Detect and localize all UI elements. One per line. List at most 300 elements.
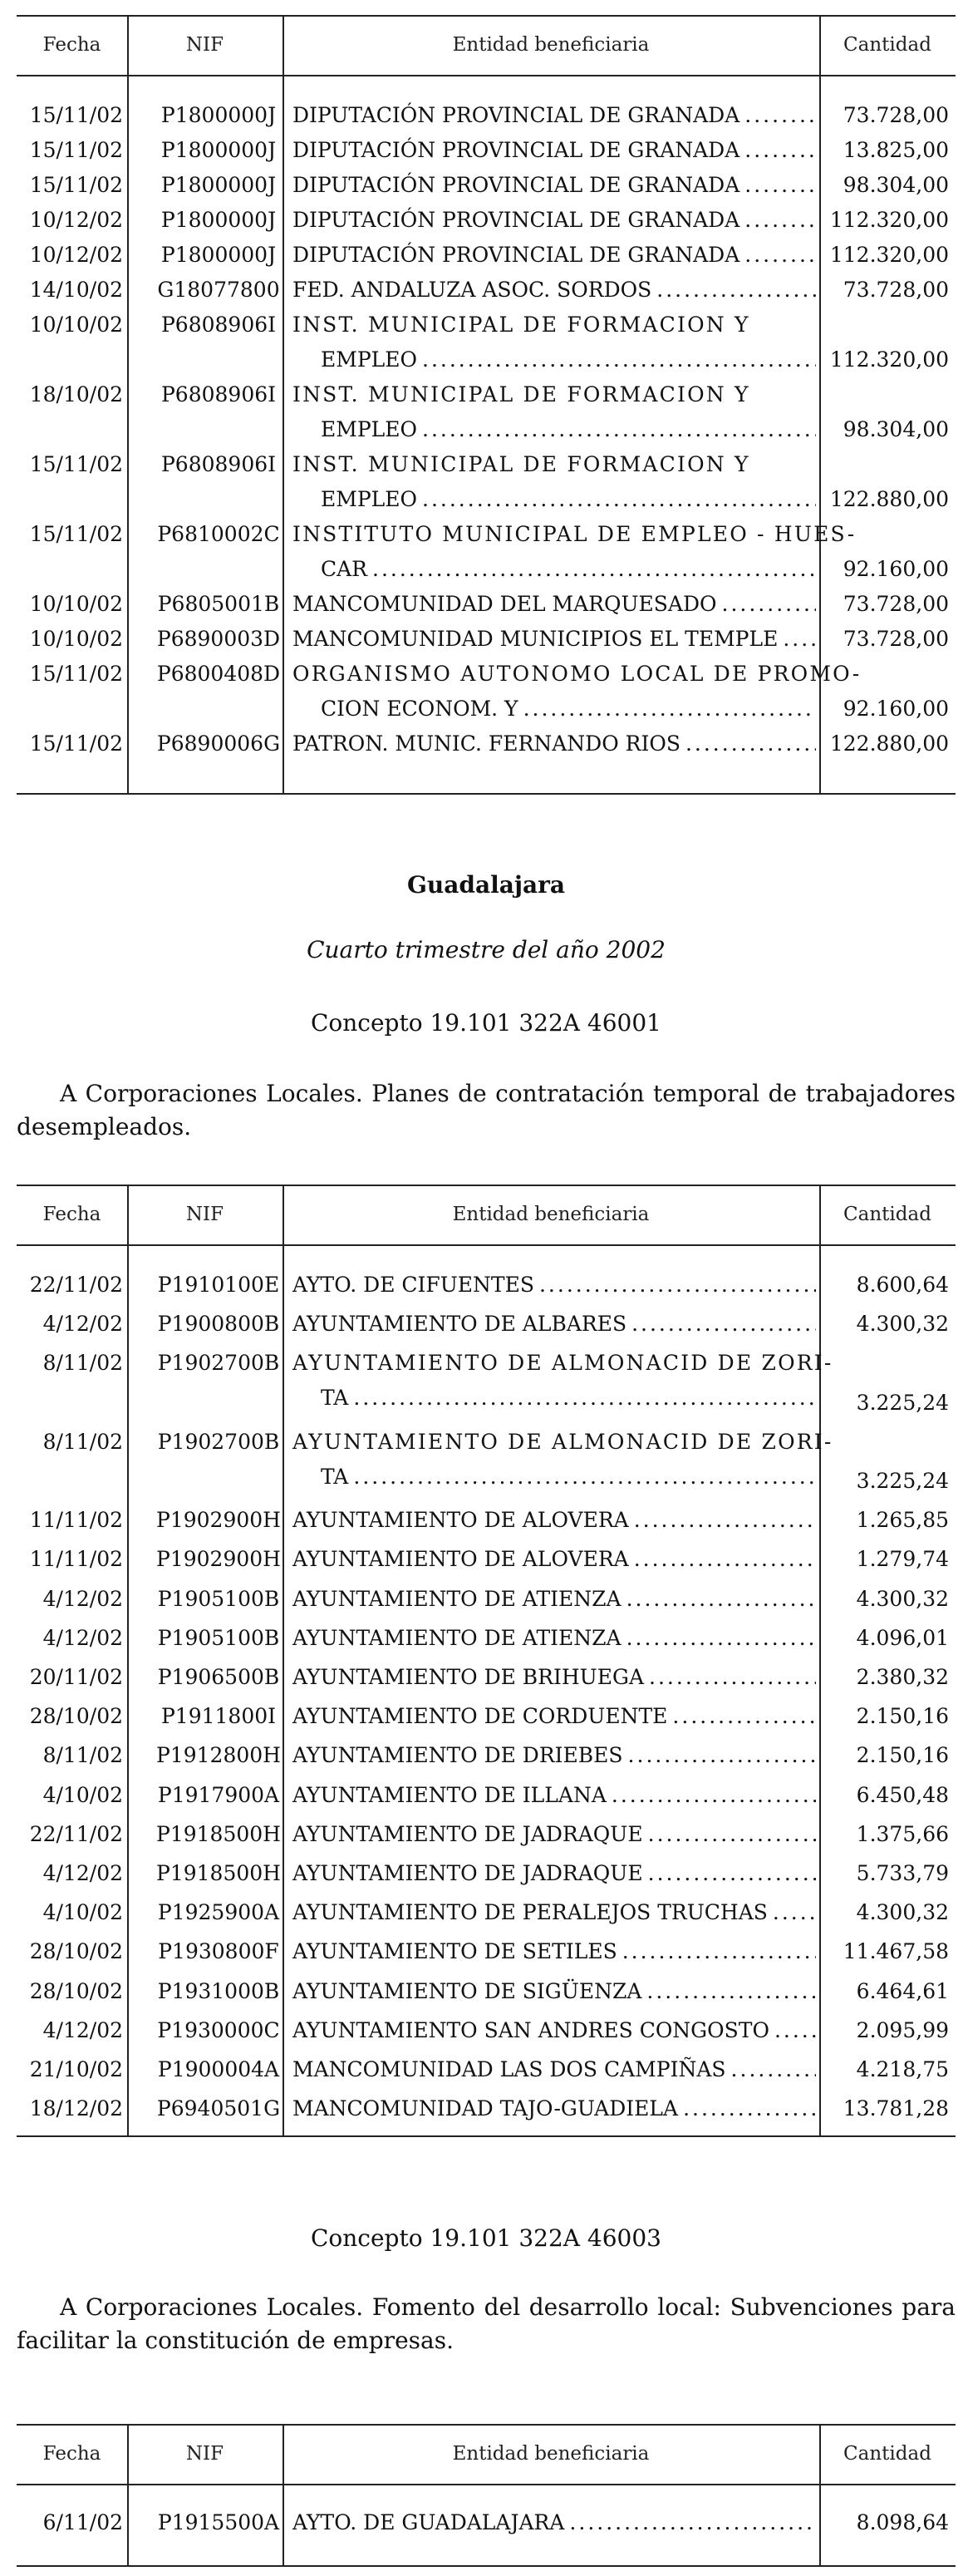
cell-fecha: 18/10/02	[29, 382, 123, 406]
header-cantidad: Cantidad	[843, 34, 931, 56]
cell-entidad	[292, 2013, 816, 2048]
entidad-line	[292, 412, 816, 447]
entidad-text: INST. MUNICIPAL DE FORMACION Y	[292, 452, 750, 476]
cell-nif: P1917900A	[157, 1782, 280, 1807]
cell-fecha: 28/10/02	[29, 1939, 123, 1964]
header-entidad: Entidad beneficiaria	[452, 34, 650, 56]
dot-leader	[353, 1381, 816, 1416]
cell-cantidad: 8.600,64	[856, 1273, 949, 1297]
cell-nif: P1918500H	[156, 1821, 281, 1846]
table-row	[17, 168, 956, 203]
entidad-line	[292, 1895, 816, 1930]
header-cantidad: Cantidad	[843, 2443, 931, 2465]
cell-fecha: 10/10/02	[29, 627, 123, 651]
cell-nif: P1910100E	[157, 1273, 280, 1297]
table-bottom-rule	[17, 793, 956, 795]
cell-cantidad: 98.304,00	[843, 417, 949, 441]
entidad-text: TA	[321, 1386, 349, 1411]
cell-fecha: 4/12/02	[42, 1312, 123, 1337]
dot-leader	[649, 1660, 816, 1695]
cell-fecha: 22/11/02	[29, 1273, 123, 1297]
header-nif: NIF	[185, 1204, 224, 1225]
cell-entidad	[292, 1307, 816, 1342]
cell-nif: P1905100B	[157, 1586, 280, 1611]
cell-entidad	[292, 1621, 816, 1656]
cell-nif: P6890003D	[156, 627, 281, 651]
cell-fecha: 4/10/02	[42, 1900, 123, 1925]
dot-leader	[634, 1542, 816, 1577]
cell-entidad	[292, 203, 816, 238]
cell-nif: P1930000C	[157, 2017, 280, 2042]
cell-nif: P6808906I	[160, 382, 277, 406]
table-row	[17, 133, 956, 168]
cell-cantidad: 98.304,00	[843, 173, 949, 197]
dot-leader	[731, 2052, 816, 2087]
cell-fecha: 10/12/02	[29, 243, 123, 267]
cell-cantidad: 8.098,64	[856, 2510, 949, 2534]
cell-fecha: 11/11/02	[29, 1547, 123, 1572]
entidad-line	[292, 1268, 816, 1303]
entidad-line	[292, 482, 816, 517]
table-bottom-rule	[17, 2565, 956, 2567]
cell-nif: P1902700B	[157, 1429, 280, 1454]
entidad-line	[292, 622, 816, 657]
entidad-line	[292, 1856, 816, 1891]
header-nif: NIF	[185, 34, 224, 56]
entidad-line	[292, 1778, 816, 1813]
cell-entidad	[292, 98, 816, 133]
entidad-line	[292, 168, 816, 203]
cell-fecha: 4/12/02	[42, 2017, 123, 2042]
entidad-text: EMPLEO	[321, 417, 418, 441]
cell-nif: P6805001B	[157, 592, 280, 616]
table-row	[17, 2505, 956, 2544]
cell-cantidad: 73.728,00	[843, 627, 949, 651]
entidad-line	[292, 1582, 816, 1617]
table-row	[17, 1346, 956, 1424]
entidad-text: AYUNTAMIENTO SAN ANDRES CONGOSTO	[292, 2017, 769, 2042]
cell-nif: P1800000J	[160, 208, 277, 232]
cell-cantidad: 73.728,00	[843, 592, 949, 616]
header-fecha: Fecha	[42, 1204, 101, 1225]
entidad-line	[292, 1699, 816, 1734]
entidad-line	[292, 2052, 816, 2087]
cell-nif: P1800000J	[160, 138, 277, 162]
cell-entidad	[292, 133, 816, 168]
dot-leader	[622, 1934, 816, 1969]
cell-cantidad: 1.265,85	[856, 1508, 949, 1533]
cell-cantidad: 11.467,58	[843, 1939, 949, 1964]
cell-entidad	[292, 657, 862, 727]
table-row	[17, 1660, 956, 1699]
cell-entidad	[292, 1934, 816, 1969]
entidad-text: ORGANISMO AUTONOMO LOCAL DE PROMO-	[292, 662, 862, 686]
entidad-text: MANCOMUNIDAD TAJO-GUADIELA	[292, 2096, 679, 2121]
entidad-line	[292, 727, 816, 761]
entidad-text: AYUNTAMIENTO DE JADRAQUE	[292, 1821, 643, 1846]
cell-cantidad: 3.225,24	[856, 1390, 949, 1415]
cell-entidad	[292, 1503, 816, 1538]
table-row	[17, 203, 956, 238]
entidad-line	[292, 1974, 816, 2009]
dot-leader	[722, 587, 816, 622]
dot-leader	[783, 622, 816, 657]
dot-leader	[372, 552, 816, 587]
entidad-line	[292, 2091, 816, 2126]
cell-cantidad: 92.160,00	[843, 697, 949, 721]
entidad-text: CION ECONOM. Y	[321, 697, 518, 721]
cell-entidad	[292, 308, 816, 377]
dot-leader	[648, 1856, 816, 1891]
cell-nif: P6800408D	[156, 662, 281, 686]
entidad-text: MANCOMUNIDAD DEL MARQUESADO	[292, 592, 717, 616]
cell-fecha: 15/11/02	[29, 138, 123, 162]
entidad-line	[292, 273, 816, 308]
entidad-text: AYUNTAMIENTO DE JADRAQUE	[292, 1861, 643, 1885]
cell-nif: P1931000B	[157, 1978, 280, 2003]
dot-leader	[626, 1621, 816, 1656]
dot-leader	[626, 1582, 816, 1617]
table-row	[17, 1934, 956, 1973]
cell-cantidad: 6.450,48	[856, 1782, 949, 1807]
cell-cantidad: 2.380,32	[856, 1665, 949, 1689]
dot-leader	[353, 1460, 816, 1495]
table-row	[17, 1778, 956, 1817]
entidad-text: MANCOMUNIDAD MUNICIPIOS EL TEMPLE	[292, 627, 779, 651]
cell-entidad	[292, 2052, 816, 2087]
cell-cantidad: 6.464,61	[856, 1978, 949, 2003]
entidad-text: AYUNTAMIENTO DE ATIENZA	[292, 1586, 622, 1611]
cell-cantidad: 2.150,16	[856, 1704, 949, 1729]
entidad-line	[292, 1425, 833, 1460]
table-row	[17, 1895, 956, 1934]
entidad-text: DIPUTACIÓN PROVINCIAL DE GRANADA	[292, 208, 740, 232]
cell-fecha: 18/12/02	[29, 2096, 123, 2121]
entidad-line	[292, 1934, 816, 1969]
entidad-text: AYUNTAMIENTO DE DRIEBES	[292, 1743, 623, 1768]
cell-entidad	[292, 1268, 816, 1303]
cell-entidad	[292, 238, 816, 273]
dot-leader	[631, 1307, 816, 1342]
entidad-line	[292, 308, 816, 342]
cell-nif: P1800000J	[160, 103, 277, 127]
cell-cantidad: 92.160,00	[843, 557, 949, 581]
cell-entidad	[292, 1895, 816, 1930]
table-row	[17, 447, 956, 517]
dot-leader	[422, 342, 816, 377]
entidad-text: AYUNTAMIENTO DE ALOVERA	[292, 1508, 629, 1533]
entidad-text: DIPUTACIÓN PROVINCIAL DE GRANADA	[292, 138, 740, 162]
entidad-line	[292, 1503, 816, 1538]
entidad-line	[292, 377, 816, 412]
cell-nif: P1800000J	[160, 173, 277, 197]
entidad-text: EMPLEO	[321, 347, 418, 372]
cell-cantidad: 122.880,00	[829, 731, 949, 756]
table-row	[17, 1817, 956, 1856]
entidad-text: AYUNTAMIENTO DE ALOVERA	[292, 1547, 629, 1572]
cell-entidad	[292, 2091, 816, 2126]
entidad-line	[292, 657, 862, 692]
cell-fecha: 28/10/02	[29, 1704, 123, 1729]
cell-fecha: 15/11/02	[29, 522, 123, 546]
table-row	[17, 2091, 956, 2130]
cell-cantidad: 4.096,01	[856, 1625, 949, 1650]
table-row	[17, 2013, 956, 2052]
entidad-text: AYUNTAMIENTO DE PERALEJOS TRUCHAS	[292, 1900, 768, 1925]
entidad-text: MANCOMUNIDAD LAS DOS CAMPIÑAS	[292, 2057, 726, 2081]
cell-entidad	[292, 1856, 816, 1891]
cell-cantidad: 112.320,00	[829, 243, 949, 267]
table-row	[17, 622, 956, 657]
cell-fecha: 4/10/02	[42, 1782, 123, 1807]
dot-leader	[646, 1974, 816, 2009]
concept-heading: Concepto 19.101 322A 46003	[310, 2224, 661, 2252]
cell-nif: P1800000J	[160, 243, 277, 267]
cell-fecha: 10/12/02	[29, 208, 123, 232]
entidad-text: AYUNTAMIENTO DE ILLANA	[292, 1782, 607, 1807]
entidad-line	[292, 133, 816, 168]
dot-leader	[628, 1738, 816, 1773]
table-row	[17, 1621, 956, 1660]
cell-fecha: 10/10/02	[29, 313, 123, 337]
cell-fecha: 20/11/02	[29, 1665, 123, 1689]
entidad-text: FED. ANDALUZA ASOC. SORDOS	[292, 278, 652, 302]
cell-cantidad: 122.880,00	[829, 487, 949, 511]
cell-nif: P1912800H	[156, 1743, 281, 1768]
entidad-line	[292, 238, 816, 273]
dot-leader	[683, 2091, 816, 2126]
cell-entidad	[292, 1699, 816, 1734]
table-row	[17, 727, 956, 761]
table-bottom-rule	[17, 2135, 956, 2137]
cell-cantidad: 5.733,79	[856, 1861, 949, 1885]
cell-cantidad: 4.300,32	[856, 1586, 949, 1611]
cell-nif: P6808906I	[160, 452, 277, 476]
cell-entidad	[292, 1778, 816, 1813]
entidad-text: AYTO. DE GUADALAJARA	[292, 2510, 565, 2534]
beneficiaries-table-guadalajara	[17, 1185, 956, 2137]
entidad-text: DIPUTACIÓN PROVINCIAL DE GRANADA	[292, 243, 740, 267]
dot-leader	[744, 203, 816, 238]
cell-nif: P1900800B	[157, 1312, 280, 1337]
dot-leader	[656, 273, 816, 308]
cell-nif: P6940501G	[156, 2096, 281, 2121]
cell-entidad	[292, 2505, 816, 2540]
dot-leader	[744, 98, 816, 133]
cell-nif: P1902900H	[156, 1508, 281, 1533]
entidad-text: AYTO. DE CIFUENTES	[292, 1273, 534, 1297]
entidad-line	[292, 692, 816, 727]
beneficiaries-table-granada	[17, 15, 956, 795]
header-fecha: Fecha	[42, 2443, 101, 2465]
cell-entidad	[292, 168, 816, 203]
cell-cantidad: 13.825,00	[843, 138, 949, 162]
cell-cantidad: 4.300,32	[856, 1900, 949, 1925]
cell-fecha: 8/11/02	[42, 1429, 123, 1454]
cell-nif: P1925900A	[157, 1900, 280, 1925]
entidad-text: INST. MUNICIPAL DE FORMACION Y	[292, 382, 750, 406]
entidad-line	[292, 1621, 816, 1656]
table-row	[17, 1699, 956, 1738]
entidad-line	[292, 1660, 816, 1695]
entidad-text: AYUNTAMIENTO DE ALMONACID DE ZORI-	[292, 1351, 833, 1376]
dot-leader	[422, 482, 816, 517]
table-row	[17, 98, 956, 133]
cell-cantidad: 4.300,32	[856, 1312, 949, 1337]
cell-entidad	[292, 447, 816, 517]
header-entidad: Entidad beneficiaria	[452, 2443, 650, 2465]
entidad-line	[292, 587, 816, 622]
cell-cantidad: 1.375,66	[856, 1821, 949, 1846]
cell-fecha: 15/11/02	[29, 103, 123, 127]
dot-leader	[744, 133, 816, 168]
header-entidad: Entidad beneficiaria	[452, 1204, 650, 1225]
cell-cantidad: 112.320,00	[829, 208, 949, 232]
cell-fecha: 15/11/02	[29, 173, 123, 197]
entidad-line	[292, 2013, 816, 2048]
concept-description: A Corporaciones Locales. Fomento del desarrollo local: Subvenciones para facilitar la constitución de empresas.	[17, 2293, 956, 2354]
province-title: Guadalajara	[406, 871, 566, 899]
entidad-text: CAR	[321, 557, 368, 581]
header-nif: NIF	[185, 2443, 224, 2465]
cell-cantidad: 73.728,00	[843, 103, 949, 127]
entidad-text: AYUNTAMIENTO DE ATIENZA	[292, 1625, 622, 1650]
cell-entidad	[292, 1817, 816, 1852]
cell-cantidad: 1.279,74	[856, 1547, 949, 1572]
concept-heading: Concepto 19.101 322A 46001	[310, 1009, 661, 1037]
cell-entidad	[292, 377, 816, 447]
table-row	[17, 1425, 956, 1503]
table-row	[17, 273, 956, 308]
cell-cantidad: 13.781,28	[843, 2096, 949, 2121]
entidad-text: AYUNTAMIENTO DE CORDUENTE	[292, 1704, 668, 1729]
cell-nif: P6808906I	[160, 313, 277, 337]
table-row	[17, 308, 956, 377]
table-row	[17, 1268, 956, 1307]
cell-entidad	[292, 1660, 816, 1695]
dot-leader	[523, 692, 816, 727]
entidad-line	[292, 1381, 816, 1416]
dot-leader	[648, 1817, 816, 1852]
cell-cantidad: 3.225,24	[856, 1468, 949, 1493]
cell-entidad	[292, 1346, 833, 1416]
cell-entidad	[292, 587, 816, 622]
entidad-line	[292, 98, 816, 133]
entidad-line	[292, 1542, 816, 1577]
table-header-rule	[17, 1244, 956, 1246]
cell-fecha: 15/11/02	[29, 452, 123, 476]
table-row	[17, 1582, 956, 1621]
table-header-rule	[17, 75, 956, 76]
cell-fecha: 6/11/02	[42, 2510, 123, 2534]
header-fecha: Fecha	[42, 34, 101, 56]
cell-nif: P6890006G	[156, 731, 281, 756]
dot-leader	[685, 727, 816, 761]
dot-leader	[773, 1895, 816, 1930]
cell-nif: P1911800I	[160, 1704, 277, 1729]
table-row	[17, 377, 956, 447]
entidad-text: AYUNTAMIENTO DE BRIHUEGA	[292, 1665, 645, 1689]
dot-leader	[774, 2013, 816, 2048]
entidad-text: AYUNTAMIENTO DE ALBARES	[292, 1312, 627, 1337]
cell-fecha: 15/11/02	[29, 731, 123, 756]
table-row	[17, 1738, 956, 1777]
dot-leader	[744, 238, 816, 273]
cell-nif: P1918500H	[156, 1861, 281, 1885]
dot-leader	[634, 1503, 816, 1538]
cell-fecha: 4/12/02	[42, 1586, 123, 1611]
cell-entidad	[292, 622, 816, 657]
quarter-subtitle: Cuarto trimestre del año 2002	[307, 936, 666, 963]
cell-cantidad: 4.218,75	[856, 2057, 949, 2081]
entidad-line	[292, 1738, 816, 1773]
cell-nif: P6810002C	[157, 522, 280, 546]
table-row	[17, 1974, 956, 2013]
cell-fecha: 4/12/02	[42, 1625, 123, 1650]
entidad-text: INST. MUNICIPAL DE FORMACION Y	[292, 313, 750, 337]
cell-entidad	[292, 273, 816, 308]
header-cantidad: Cantidad	[843, 1204, 931, 1225]
dot-leader	[539, 1268, 816, 1303]
entidad-text: AYUNTAMIENTO DE ALMONACID DE ZORI-	[292, 1429, 833, 1454]
entidad-line	[292, 552, 816, 587]
dot-leader	[744, 168, 816, 203]
entidad-text: TA	[321, 1464, 349, 1489]
cell-nif: P1930800F	[158, 1939, 279, 1964]
entidad-text: PATRON. MUNIC. FERNANDO RIOS	[292, 731, 680, 756]
dot-leader	[569, 2505, 816, 2540]
table-row	[17, 1307, 956, 1346]
table-row	[17, 1503, 956, 1542]
concept-description: A Corporaciones Locales. Planes de contratación temporal de trabajadores desempleados.	[17, 1080, 956, 1140]
table-row	[17, 517, 956, 587]
cell-fecha: 21/10/02	[29, 2057, 123, 2081]
cell-nif: G18077800	[157, 278, 280, 302]
entidad-text: DIPUTACIÓN PROVINCIAL DE GRANADA	[292, 103, 740, 127]
cell-nif: P1915500A	[157, 2510, 280, 2534]
entidad-line	[292, 1460, 816, 1495]
entidad-line	[292, 1307, 816, 1342]
entidad-line	[292, 2505, 816, 2540]
dot-leader	[422, 412, 816, 447]
cell-fecha: 15/11/02	[29, 662, 123, 686]
cell-fecha: 10/10/02	[29, 592, 123, 616]
cell-entidad	[292, 727, 816, 761]
cell-fecha: 4/12/02	[42, 1861, 123, 1885]
dot-leader	[672, 1699, 816, 1734]
entidad-line	[292, 203, 816, 238]
cell-nif: P1900004A	[157, 2057, 280, 2081]
beneficiaries-table-guadalajara-empresas	[17, 2424, 956, 2567]
cell-nif: P1902900H	[156, 1547, 281, 1572]
cell-nif: P1902700B	[157, 1351, 280, 1376]
cell-fecha: 8/11/02	[42, 1351, 123, 1376]
table-row	[17, 587, 956, 622]
cell-fecha: 11/11/02	[29, 1508, 123, 1533]
cell-cantidad: 112.320,00	[829, 347, 949, 372]
cell-fecha: 28/10/02	[29, 1978, 123, 2003]
entidad-text: DIPUTACIÓN PROVINCIAL DE GRANADA	[292, 173, 740, 197]
cell-entidad	[292, 1425, 833, 1495]
cell-cantidad: 2.150,16	[856, 1743, 949, 1768]
cell-fecha: 8/11/02	[42, 1743, 123, 1768]
dot-leader	[612, 1778, 816, 1813]
cell-nif: P1906500B	[157, 1665, 280, 1689]
entidad-text: AYUNTAMIENTO DE SIGÜENZA	[292, 1978, 642, 2003]
table-header-rule	[17, 2484, 956, 2485]
cell-entidad	[292, 1738, 816, 1773]
cell-cantidad: 73.728,00	[843, 278, 949, 302]
